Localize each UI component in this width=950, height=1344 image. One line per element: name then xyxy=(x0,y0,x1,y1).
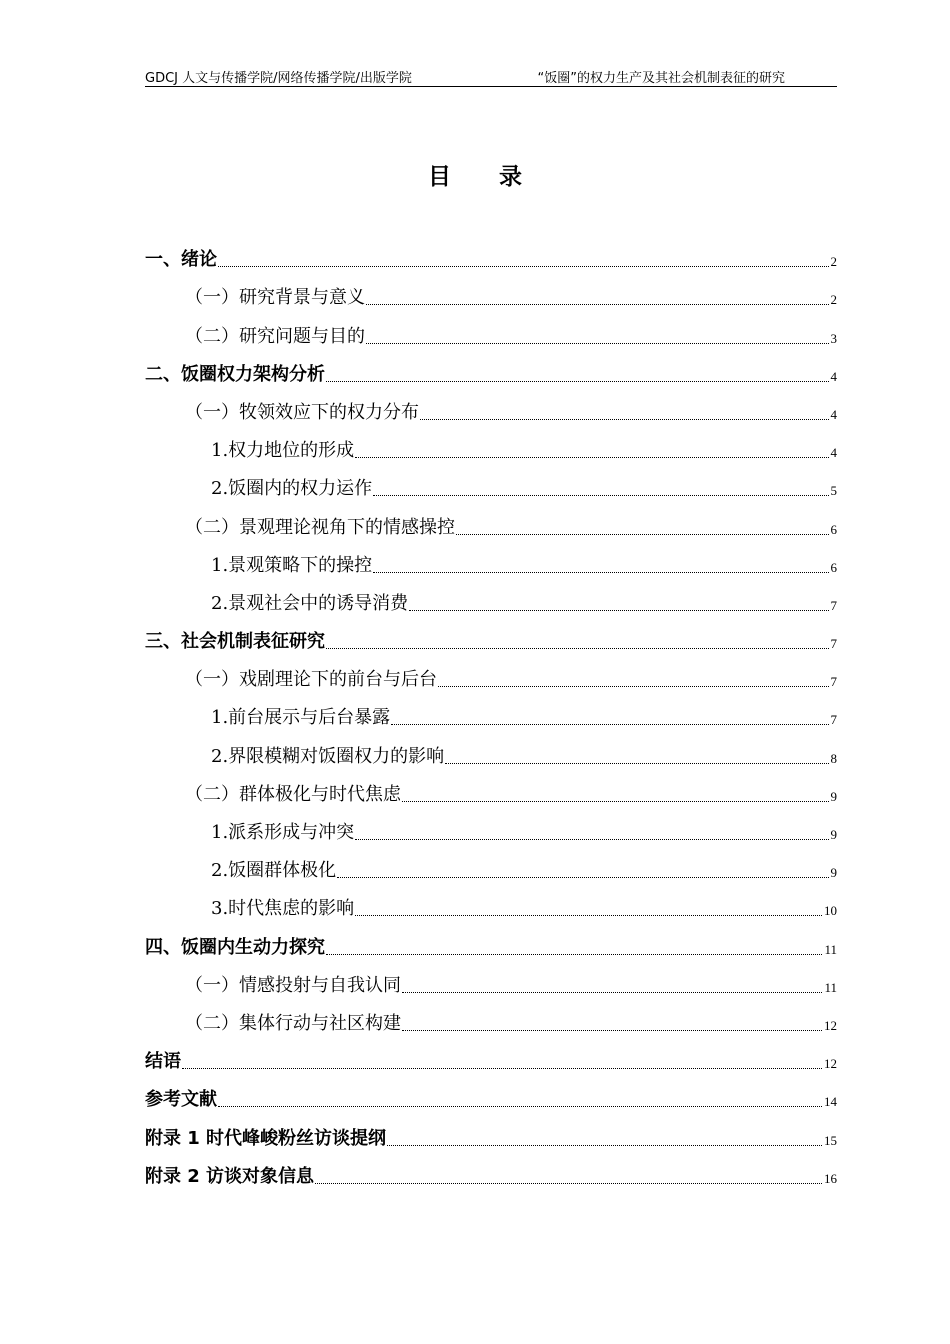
toc-entry[interactable] xyxy=(145,732,837,770)
toc-page-number: 3 xyxy=(830,330,837,346)
toc-entry[interactable] xyxy=(145,694,837,732)
toc-entry-text: （一）情感投射与自我认同 xyxy=(185,974,401,996)
toc-dot-leader xyxy=(387,1145,822,1146)
toc-dot-leader xyxy=(402,992,822,993)
toc-entry[interactable] xyxy=(145,923,837,961)
toc-page-number: 7 xyxy=(830,597,837,613)
toc-dot-leader xyxy=(373,495,828,496)
toc-entry[interactable] xyxy=(145,809,837,847)
toc-entry-text: （二）群体极化与时代焦虑 xyxy=(185,783,401,805)
toc-dot-leader xyxy=(373,572,828,573)
toc-page-number: 16 xyxy=(824,1170,837,1186)
toc-page-number: 15 xyxy=(824,1132,837,1148)
toc-dot-leader xyxy=(402,801,829,802)
toc-entry-text: 1.前台展示与后台暴露 xyxy=(211,707,391,729)
toc-page-number: 12 xyxy=(824,1017,837,1033)
toc-dot-leader xyxy=(315,1183,822,1184)
toc-entry-text: 2.饭圈群体极化 xyxy=(211,860,337,882)
toc-entry[interactable] xyxy=(145,618,837,656)
toc-entry-text: （二）研究问题与目的 xyxy=(185,325,365,347)
toc-entry-text: 1.权力地位的形成 xyxy=(211,440,355,462)
toc-page-number: 10 xyxy=(824,903,837,919)
toc-title-char-1: 目 xyxy=(428,164,451,190)
header-right-text: “饭圈”的权力生产及其社会机制表征的研究 xyxy=(537,71,785,86)
toc-page-number: 4 xyxy=(830,368,837,384)
toc-entry-text: （二）景观理论视角下的情感操控 xyxy=(185,516,455,538)
toc-entry-text: 2.景观社会中的诱导消费 xyxy=(211,592,409,614)
toc-entry-text: 四、饭圈内生动力探究 xyxy=(145,936,325,958)
toc-dot-leader xyxy=(456,534,829,535)
toc-entry-text: （二）集体行动与社区构建 xyxy=(185,1012,401,1034)
toc-entry[interactable] xyxy=(145,274,837,312)
toc-dot-leader xyxy=(391,724,828,725)
toc-entry[interactable] xyxy=(145,656,837,694)
toc-dot-leader xyxy=(366,304,829,305)
toc-title xyxy=(0,158,950,191)
toc-entry[interactable] xyxy=(145,312,837,350)
toc-page-number: 11 xyxy=(824,979,837,995)
toc-dot-leader xyxy=(355,457,828,458)
toc-page-number: 4 xyxy=(830,406,837,422)
toc-dot-leader xyxy=(355,915,822,916)
toc-entry-text: （一）牧领效应下的权力分布 xyxy=(185,401,419,423)
toc-entry-text: 附录 2 访谈对象信息 xyxy=(145,1165,315,1187)
toc-entry[interactable] xyxy=(145,236,837,274)
toc-entry[interactable] xyxy=(145,1038,837,1076)
toc-entry[interactable] xyxy=(145,351,837,389)
toc-page-number: 4 xyxy=(830,445,837,461)
toc-entry[interactable] xyxy=(145,389,837,427)
toc-dot-leader xyxy=(445,763,828,764)
toc-page-number: 9 xyxy=(830,788,837,804)
toc-page-number: 5 xyxy=(830,483,837,499)
toc-entry-text: 附录 1 时代峰峻粉丝访谈提纲 xyxy=(145,1127,387,1149)
toc-dot-leader xyxy=(366,343,829,344)
toc-entry[interactable] xyxy=(145,503,837,541)
toc-entry[interactable] xyxy=(145,427,837,465)
toc-entry-text: 2.界限模糊对饭圈权力的影响 xyxy=(211,745,445,767)
toc-entry-text: （一）研究背景与意义 xyxy=(185,287,365,309)
toc-page-number: 12 xyxy=(824,1056,837,1072)
toc-title-char-2: 录 xyxy=(499,164,522,190)
toc-dot-leader xyxy=(409,610,828,611)
toc-dot-leader xyxy=(438,686,829,687)
toc-entry-text: 结语 xyxy=(145,1051,181,1073)
toc-page-number: 9 xyxy=(830,827,837,842)
toc-entry[interactable] xyxy=(145,885,837,923)
toc-entry-text: 3.时代焦虑的影响 xyxy=(211,898,355,920)
toc-dot-leader xyxy=(326,381,829,382)
toc-page-number: 2 xyxy=(830,254,837,270)
toc-page-number: 7 xyxy=(830,712,837,728)
toc-entry-text: 1.景观策略下的操控 xyxy=(211,554,373,576)
toc-entry[interactable] xyxy=(145,1114,837,1152)
toc-entry-text: 一、绪论 xyxy=(145,249,217,271)
toc-page-number: 6 xyxy=(830,559,837,575)
toc-dot-leader xyxy=(326,648,829,649)
toc-page-number: 6 xyxy=(830,521,837,537)
toc-entry-text: 2.饭圈内的权力运作 xyxy=(211,478,373,500)
table-of-contents xyxy=(145,236,837,1191)
toc-entry-text: 三、社会机制表征研究 xyxy=(145,631,325,653)
toc-entry[interactable] xyxy=(145,1153,837,1191)
toc-entry[interactable] xyxy=(145,580,837,618)
toc-entry[interactable] xyxy=(145,1076,837,1114)
toc-entry-text: （一）戏剧理论下的前台与后台 xyxy=(185,669,437,691)
toc-page-number: 9 xyxy=(830,865,837,881)
toc-entry[interactable] xyxy=(145,1000,837,1038)
toc-page-number: 7 xyxy=(830,636,837,652)
toc-entry-text: 1.派系形成与冲突 xyxy=(211,822,355,843)
toc-entry[interactable] xyxy=(145,542,837,580)
toc-dot-leader xyxy=(420,419,829,420)
toc-page-number: 7 xyxy=(830,674,837,690)
toc-dot-leader xyxy=(402,1030,822,1031)
toc-dot-leader xyxy=(218,266,829,267)
toc-page-number: 14 xyxy=(824,1094,837,1110)
toc-page-number: 2 xyxy=(830,292,837,308)
toc-entry[interactable] xyxy=(145,847,837,885)
header-left-text: GDCJ 人文与传播学院/网络传播学院/出版学院 xyxy=(145,71,412,86)
toc-dot-leader xyxy=(218,1106,822,1107)
toc-dot-leader xyxy=(355,839,828,840)
toc-entry[interactable] xyxy=(145,962,837,1000)
toc-dot-leader xyxy=(326,954,822,955)
toc-entry[interactable] xyxy=(145,465,837,503)
toc-page-number: 11 xyxy=(824,941,837,957)
toc-page-number: 8 xyxy=(830,750,837,766)
toc-entry-text: 参考文献 xyxy=(145,1089,217,1111)
toc-dot-leader xyxy=(182,1068,822,1069)
toc-entry-text: 二、饭圈权力架构分析 xyxy=(145,363,325,385)
toc-dot-leader xyxy=(337,877,828,878)
page-header xyxy=(145,64,837,87)
toc-entry[interactable] xyxy=(145,771,837,809)
